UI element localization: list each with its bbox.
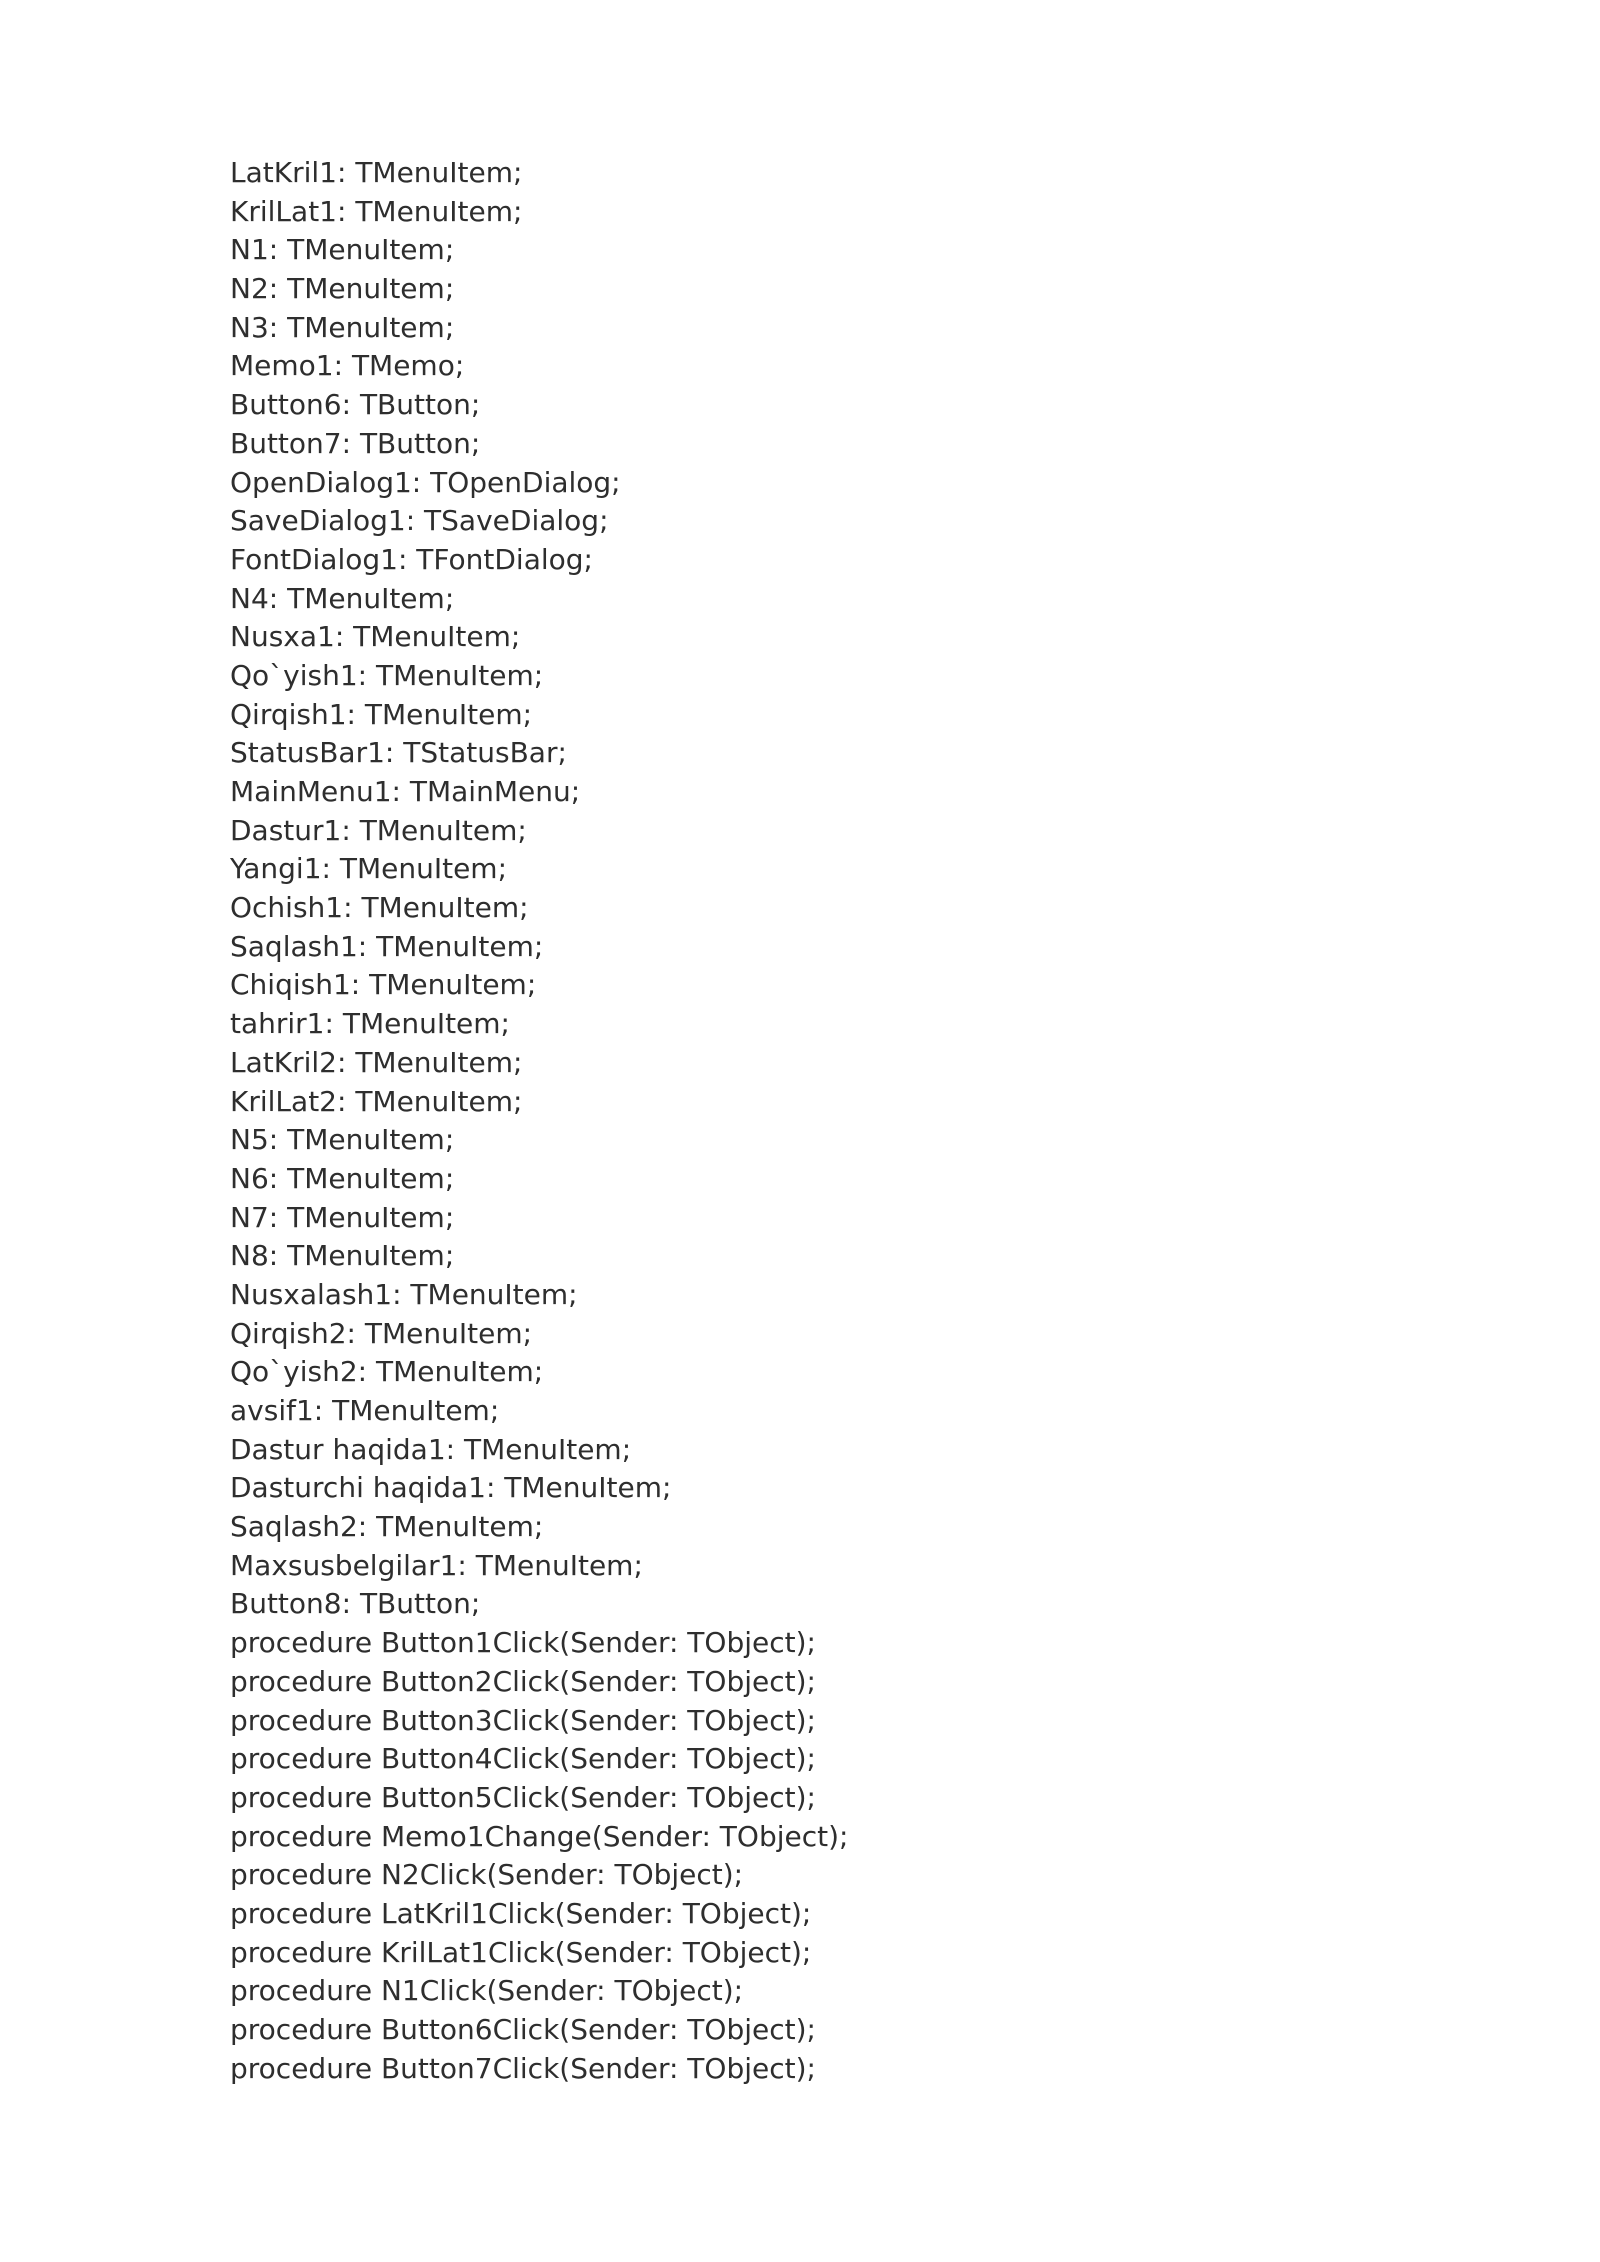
code-line: MainMenu1: TMainMenu; — [230, 775, 581, 808]
code-line: avsif1: TMenuItem; — [230, 1394, 500, 1427]
code-line: procedure Button6Click(Sender: TObject); — [230, 2013, 816, 2046]
code-line: N3: TMenuItem; — [230, 310, 455, 344]
code-line: Button6: TButton; — [230, 388, 481, 422]
code-line: N7: TMenuItem; — [230, 1200, 455, 1234]
code-line: Qirqish2: TMenuItem; — [230, 1316, 533, 1350]
code-line: Nusxalash1: TMenuItem; — [230, 1277, 578, 1311]
code-line: Maxsusbelgilar1: TMenuItem; — [230, 1548, 643, 1582]
code-line: procedure N2Click(Sender: TObject); — [230, 1858, 744, 1892]
code-line: Qo`yish1: TMenuItem; — [230, 658, 544, 692]
code-line: procedure Button7Click(Sender: TObject); — [230, 2051, 816, 2085]
code-line: Saqlash2: TMenuItem; — [230, 1510, 544, 1544]
code-line: Saqlash1: TMenuItem; — [230, 929, 544, 963]
code-line: Chiqish1: TMenuItem; — [230, 968, 537, 1002]
code-line: procedure Button2Click(Sender: TObject); — [230, 1664, 816, 1698]
code-line: Qo`yish2: TMenuItem; — [230, 1355, 544, 1389]
code-line: N8: TMenuItem; — [230, 1239, 455, 1273]
code-line: procedure Button3Click(Sender: TObject); — [230, 1703, 816, 1737]
code-line: LatKril1: TMenuItem; — [230, 156, 523, 189]
code-line: Nusxa1: TMenuItem; — [230, 620, 521, 654]
code-line: procedure LatKril1Click(Sender: TObject); — [230, 1896, 812, 1930]
code-line: procedure Button4Click(Sender: TObject); — [230, 1742, 816, 1776]
code-line: Yangi1: TMenuItem; — [230, 852, 508, 886]
code-line: Dastur1: TMenuItem; — [230, 813, 527, 847]
code-line: Button7: TButton; — [230, 426, 481, 460]
code-line: OpenDialog1: TOpenDialog; — [230, 465, 621, 499]
code-line: SaveDialog1: TSaveDialog; — [230, 504, 609, 538]
code-line: Dastur haqida1: TMenuItem; — [230, 1432, 632, 1466]
code-line: KrilLat2: TMenuItem; — [230, 1084, 523, 1118]
code-line: Dasturchi haqida1: TMenuItem; — [230, 1471, 672, 1505]
code-line: Button8: TButton; — [230, 1587, 481, 1621]
code-line: N6: TMenuItem; — [230, 1161, 455, 1195]
code-line: Ochish1: TMenuItem; — [230, 891, 529, 925]
code-line: procedure N1Click(Sender: TObject); — [230, 1974, 744, 2008]
code-line: Memo1: TMemo; — [230, 349, 465, 383]
code-line: N2: TMenuItem; — [230, 272, 455, 306]
code-line: Qirqish1: TMenuItem; — [230, 697, 533, 731]
code-line: N1: TMenuItem; — [230, 233, 455, 267]
code-line: StatusBar1: TStatusBar; — [230, 736, 567, 770]
code-line: FontDialog1: TFontDialog; — [230, 542, 593, 576]
code-line: procedure KrilLat1Click(Sender: TObject); — [230, 1935, 812, 1969]
code-line: N5: TMenuItem; — [230, 1123, 455, 1157]
code-line: procedure Button5Click(Sender: TObject); — [230, 1780, 816, 1814]
code-listing — [230, 154, 1430, 2088]
code-line: LatKril2: TMenuItem; — [230, 1045, 523, 1079]
code-line: N4: TMenuItem; — [230, 581, 455, 615]
code-line: procedure Button1Click(Sender: TObject); — [230, 1626, 816, 1660]
code-line: procedure Memo1Change(Sender: TObject); — [230, 1819, 849, 1853]
code-line: KrilLat1: TMenuItem; — [230, 194, 523, 228]
code-line: tahrir1: TMenuItem; — [230, 1007, 510, 1041]
